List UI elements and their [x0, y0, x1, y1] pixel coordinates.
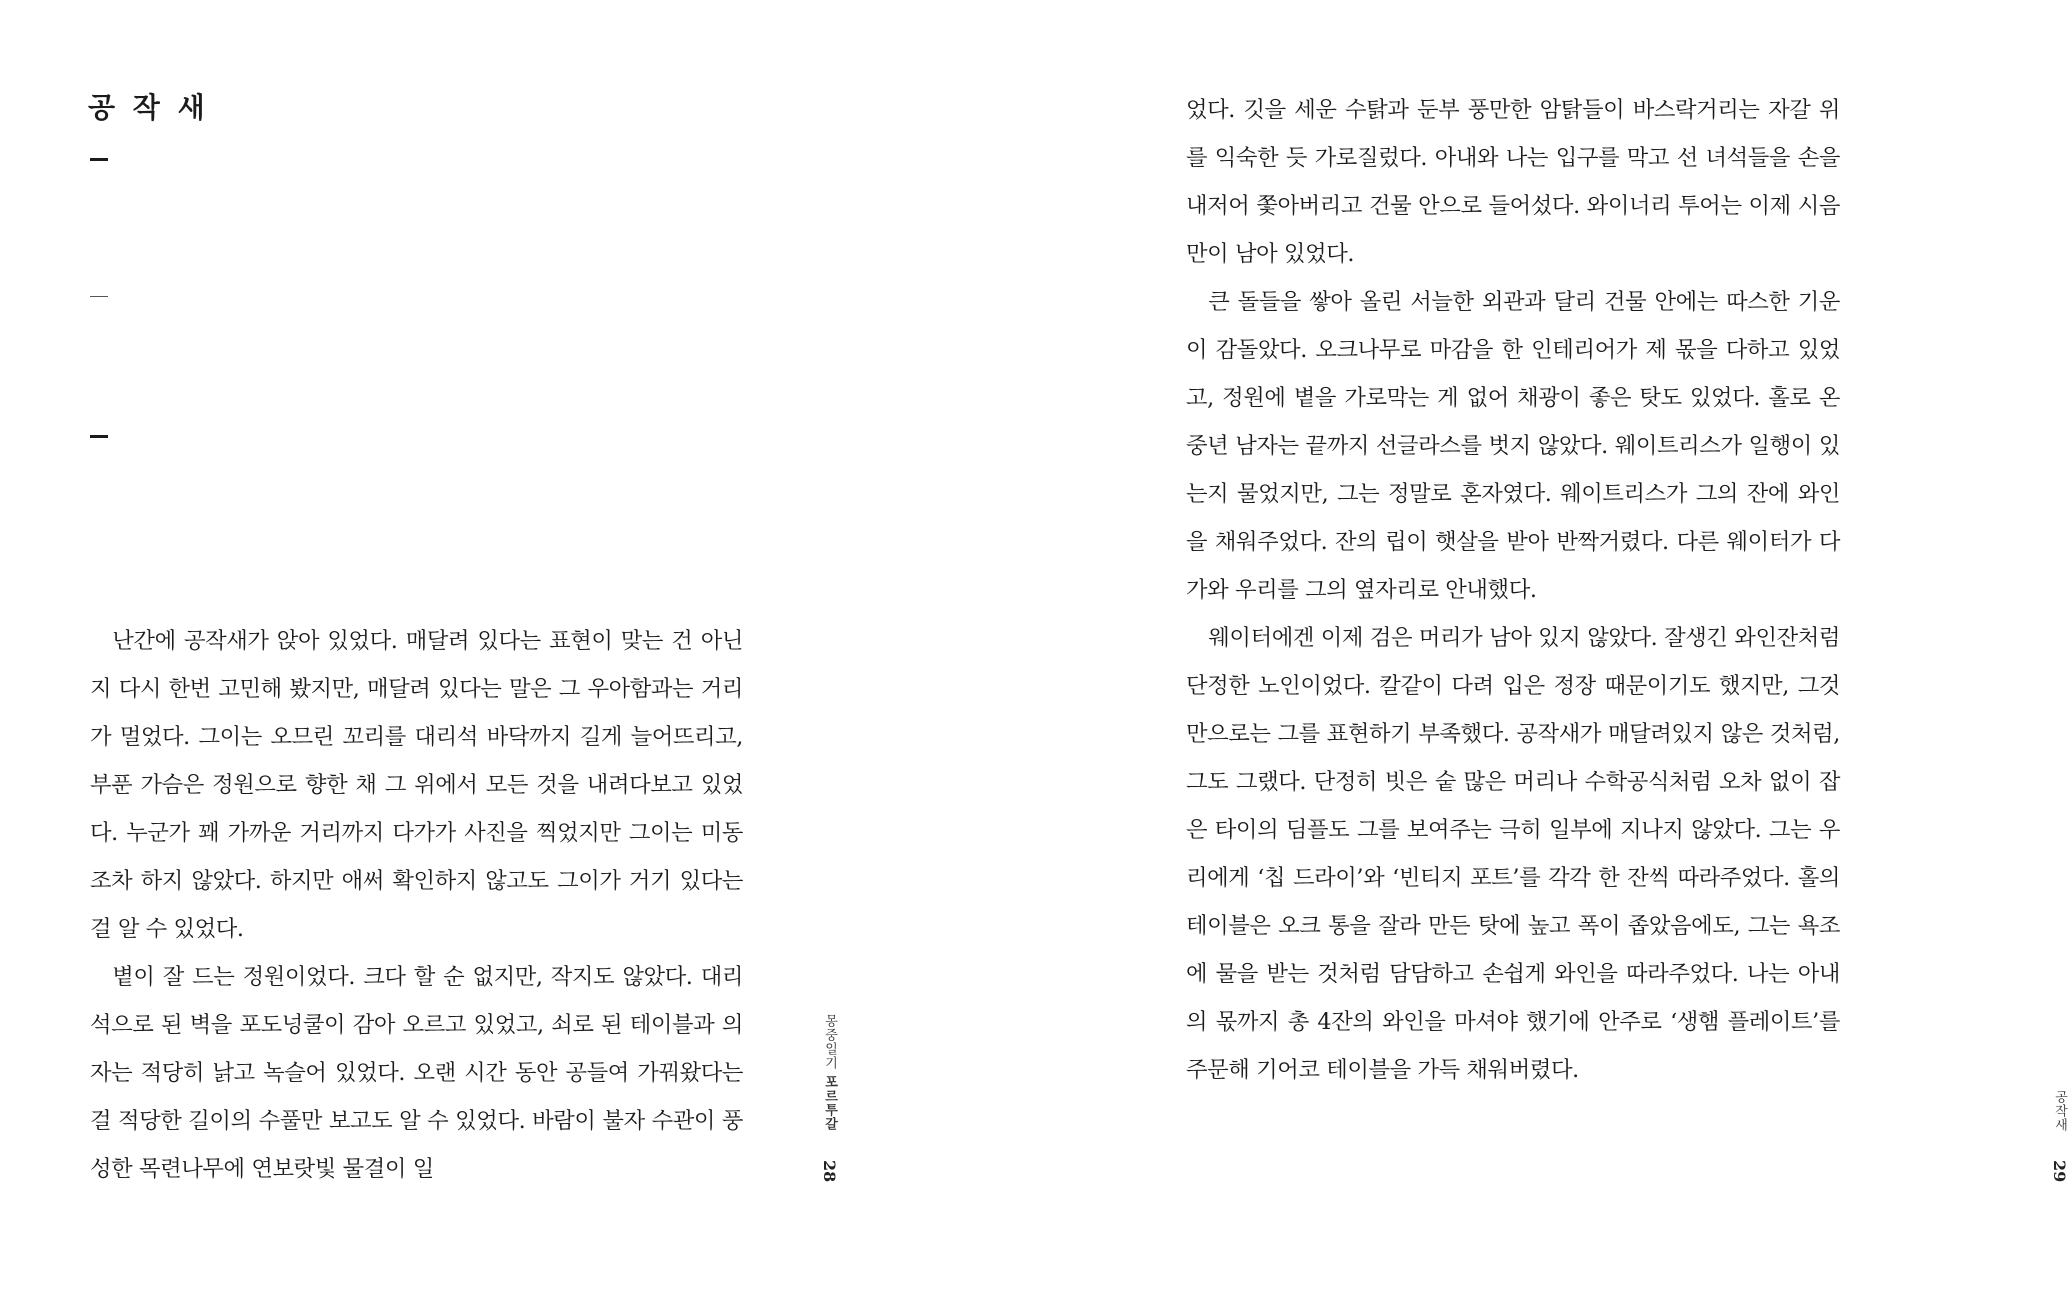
left-page	[0, 0, 960, 1292]
left-body-text	[90, 617, 743, 1193]
paragraph: 난간에 공작새가 앉아 있었다. 매달려 있다는 표현이 맞는 건 아닌지 다시 한번 고민해 봤지만, 매달려 있다는 말은 그 우아함과는 거리가 멀었다. 그이는 오므린 꼬리를 대리석 바닥까지 길게 늘어뜨리고, 부푼 가슴은 정원으로 향한 채 그 위에서 모든 것을 내려다보고 있었다. 누군가 꽤 가까운 거리까지 다가가 사진을 찍었지만 그이는 미동조차 하지 않았다. 하지만 애써 확인하지 않고도 그이가 거기 있다는 걸 알 수 있었다.	[90, 628, 743, 942]
page-number-left: 28	[820, 1160, 839, 1183]
right-body-text	[1186, 86, 1840, 1094]
running-head-chapter-title: 공작새	[2052, 1090, 2067, 1132]
title-dash-ornament	[90, 158, 108, 161]
paragraph: 볕이 잘 드는 정원이었다. 크다 할 순 없지만, 작지도 않았다. 대리석으로 된 벽을 포도넝쿨이 감아 오르고 있었고, 쇠로 된 테이블과 의자는 적당히 낡고 녹슬어 있었다. 오랜 시간 동안 공들여 가꿔왔다는 걸 적당한 길이의 수풀만 보고도 알 수 있었다. 바람이 불자 수관이 풍성한 목련나무에 연보랏빛 물결이 일	[90, 964, 743, 1182]
paragraph-continuation: 었다. 깃을 세운 수탉과 둔부 풍만한 암탉들이 바스락거리는 자갈 위를 익숙한 듯 가로질렀다. 아내와 나는 입구를 막고 선 녀석들을 손을 내저어 쫓아버리고 건물 안으로 들어섰다. 와이너리 투어는 이제 시음만이 남아 있었다.	[1186, 97, 1840, 267]
paragraph: 웨이터에겐 이제 검은 머리가 남아 있지 않았다. 잘생긴 와인잔처럼 단정한 노인이었다. 칼같이 다려 입은 정장 때문이기도 했지만, 그것만으로는 그를 표현하기 부족했다. 공작새가 매달려있지 않은 것처럼, 그도 그랬다. 단정히 빗은 숱 많은 머리나 수학공식처럼 오차 없이 잡은 타이의 딤플도 그를 보여주는 극히 일부에 지나지 않았다. 그는 우리에게 ‘칩 드라이’와 ‘빈티지 포트’를 각각 한 잔씩 따라주었다. 홀의 테이블은 오크 통을 잘라 만든 탓에 높고 폭이 좁았음에도, 그는 욕조에 물을 받는 것처럼 담담하고 손쉽게 와인을 따라주었다. 나는 아내의 몫까지 총 4잔의 와인을 마셔야 했기에 안주로 ‘생햄 플레이트’를 주문해 기어코 테이블을 가득 채워버렸다.	[1186, 625, 1840, 1083]
bold-dash-ornament	[90, 435, 108, 438]
book-title: 포르투갈	[822, 1075, 837, 1132]
paragraph: 큰 돌들을 쌓아 올린 서늘한 외관과 달리 건물 안에는 따스한 기운이 감돌았다. 오크나무로 마감을 한 인테리어가 제 몫을 다하고 있었고, 정원에 볕을 가로막는 게 없어 채광이 좋은 탓도 있었다. 홀로 온 중년 남자는 끝까지 선글라스를 벗지 않았다. 웨이트리스가 일행이 있는지 물었지만, 그는 정말로 혼자였다. 웨이트리스가 그의 잔에 와인을 채워주었다. 잔의 립이 햇살을 받아 반짝거렸다. 다른 웨이터가 다가와 우리를 그의 옆자리로 안내했다.	[1186, 289, 1840, 603]
thin-dash-ornament	[90, 296, 108, 297]
series-title: 몽중일기	[822, 1014, 837, 1070]
chapter-title: 공 작 새	[88, 91, 209, 124]
running-head-book-title	[820, 1014, 839, 1131]
page-number-right: 29	[2050, 1160, 2069, 1183]
